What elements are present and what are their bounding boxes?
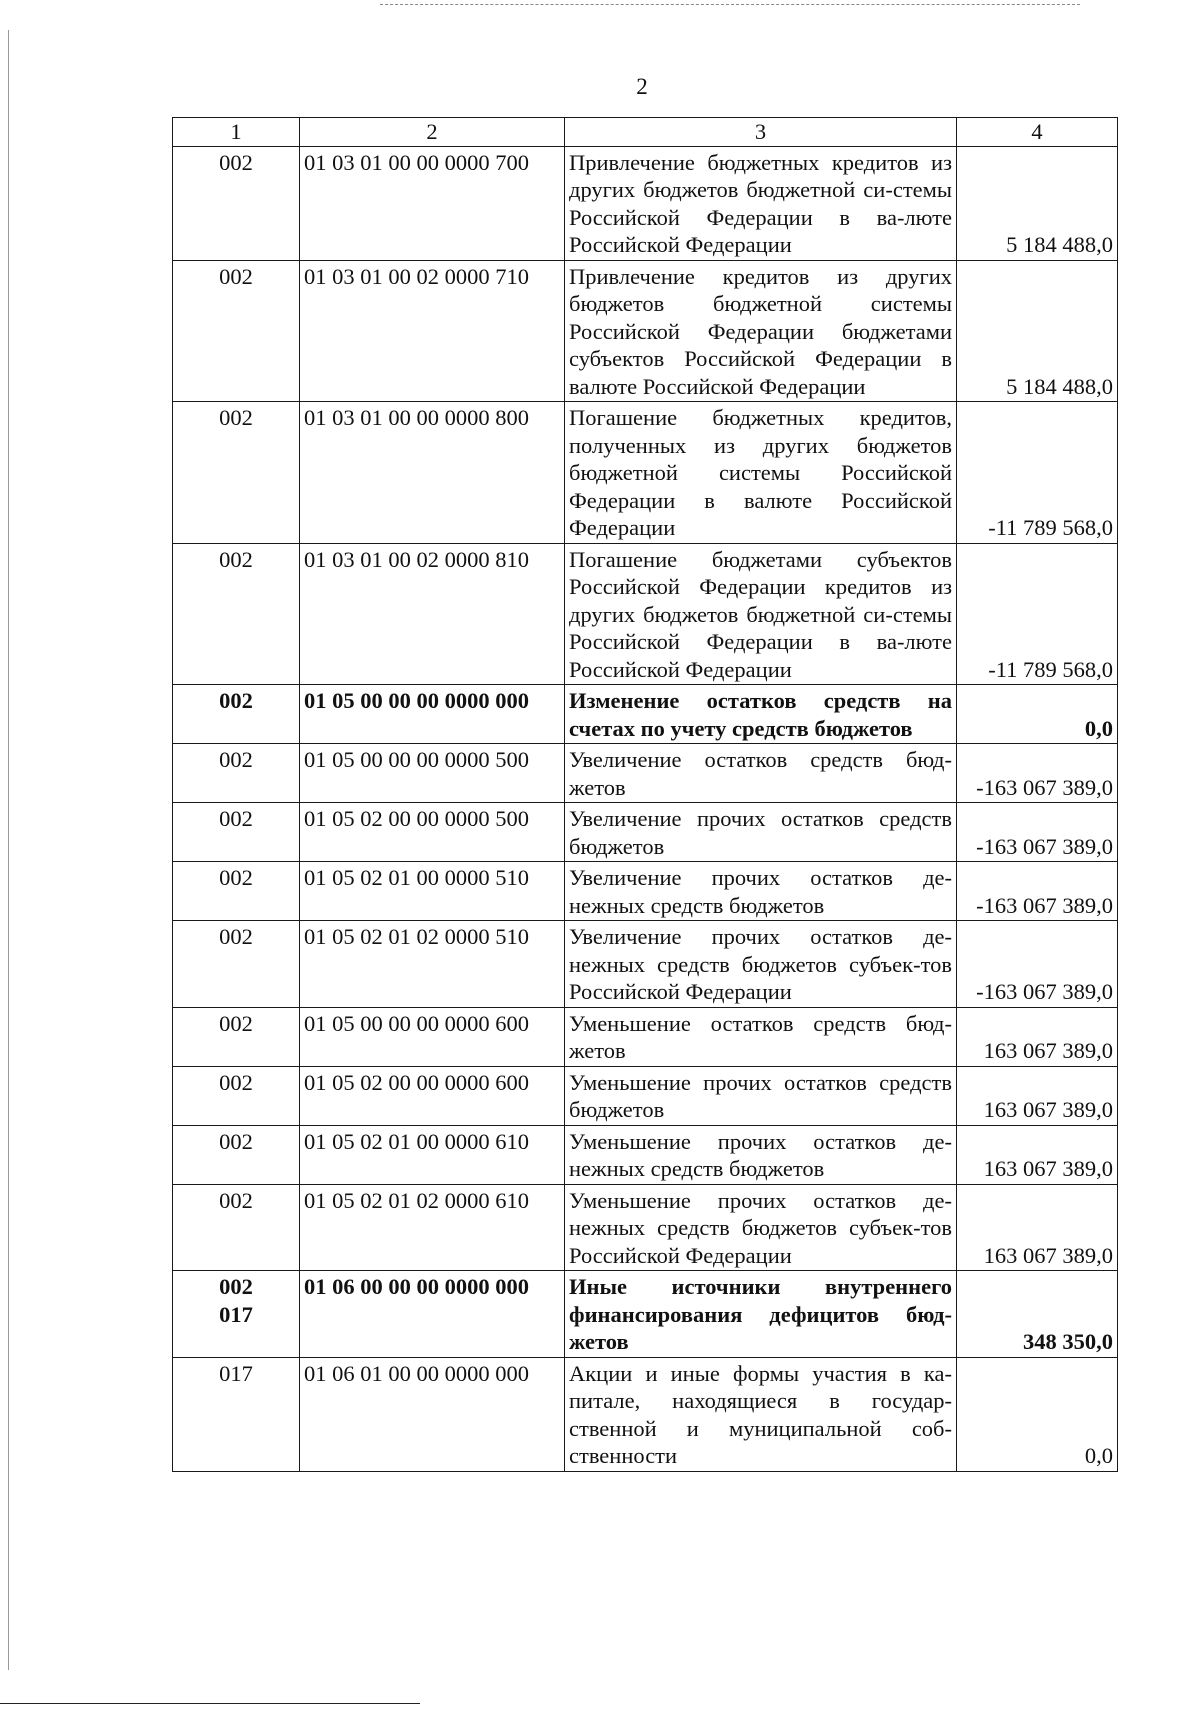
table-row [173,803,1118,862]
cell-classification-code: 01 05 02 01 02 0000 610 [300,1184,565,1271]
admin-code: 002 [219,263,253,289]
cell-admin-code [173,146,300,260]
cell-source-name: Привлечение бюджетных кредитов из других бюджетов бюджетной си-стемы Российской Федерации в ва-люте Российской Федерации [565,146,957,260]
cell-classification-code: 01 06 01 00 00 0000 000 [300,1357,565,1471]
column-header-1: 1 [173,118,300,147]
admin-code: 002 [219,747,253,772]
cell-source-name: Изменение остатков средств на счетах по учету средств бюджетов [565,685,957,744]
cell-admin-code [173,862,300,921]
cell-amount: -11 789 568,0 [957,402,1118,544]
table-body [173,118,1118,1472]
cell-admin-code [173,685,300,744]
cell-amount: -11 789 568,0 [957,543,1118,685]
cell-admin-code [173,744,300,803]
cell-classification-code: 01 05 00 00 00 0000 500 [300,744,565,803]
cell-classification-code: 01 03 01 00 00 0000 800 [300,402,565,544]
cell-amount: 348 350,0 [957,1271,1118,1358]
cell-admin-code [173,803,300,862]
column-header-4: 4 [957,118,1118,147]
cell-admin-code [173,1125,300,1184]
column-header-2: 2 [300,118,565,147]
cell-source-name: Привлечение кредитов из других бюджетов бюджетной системы Российской Федерации бюджетами субъектов Российской Федерации в валюте Российской Федерации [565,260,957,402]
cell-source-name: Погашение бюджетных кредитов, полученных из других бюджетов бюджетной системы Российской Федерации в валюте Российской Федерации [565,402,957,544]
scan-edge-top [380,4,1080,6]
cell-amount: -163 067 389,0 [957,921,1118,1008]
cell-amount: 163 067 389,0 [957,1007,1118,1066]
cell-amount: 5 184 488,0 [957,260,1118,402]
admin-code: 002 [219,1069,253,1095]
table-header-row [173,118,1118,147]
cell-source-name: Уменьшение прочих остатков средств бюджетов [565,1066,957,1125]
cell-admin-code [173,543,300,685]
table-row [173,685,1118,744]
admin-code: 002 [219,1010,253,1036]
table-row [173,1184,1118,1271]
admin-code: 017 [219,1360,253,1386]
admin-code: 002 [219,865,253,890]
page-number: 2 [636,74,648,99]
table-row [173,1125,1118,1184]
admin-code: 017 [219,1301,253,1327]
cell-amount: 163 067 389,0 [957,1125,1118,1184]
cell-source-name: Увеличение прочих остатков средств бюджетов [565,803,957,862]
cell-source-name: Увеличение остатков средств бюд-жетов [565,744,957,803]
cell-classification-code: 01 06 00 00 00 0000 000 [300,1271,565,1358]
cell-amount: -163 067 389,0 [957,803,1118,862]
table-row [173,1357,1118,1471]
cell-admin-code [173,1271,300,1358]
cell-classification-code: 01 05 00 00 00 0000 000 [300,685,565,744]
cell-amount: 5 184 488,0 [957,146,1118,260]
scan-edge-bottom [0,1703,420,1704]
cell-admin-code [173,1184,300,1271]
admin-code: 002 [219,405,253,430]
admin-code: 002 [219,688,253,713]
cell-classification-code: 01 03 01 00 00 0000 700 [300,146,565,260]
scan-edge-left [8,30,9,1670]
table-row [173,1007,1118,1066]
table-row [173,921,1118,1008]
admin-code: 002 [219,1274,253,1299]
table-row [173,146,1118,260]
cell-source-name: Уменьшение остатков средств бюд-жетов [565,1007,957,1066]
cell-source-name: Уменьшение прочих остатков де-нежных средств бюджетов [565,1125,957,1184]
cell-classification-code: 01 03 01 00 02 0000 710 [300,260,565,402]
cell-admin-code [173,260,300,402]
admin-code: 002 [219,1128,253,1154]
cell-classification-code: 01 05 02 01 02 0000 510 [300,921,565,1008]
cell-admin-code [173,402,300,544]
cell-classification-code: 01 05 02 00 00 0000 500 [300,803,565,862]
admin-code: 002 [219,1187,253,1213]
cell-classification-code: 01 05 02 01 00 0000 610 [300,1125,565,1184]
cell-amount: 163 067 389,0 [957,1184,1118,1271]
cell-source-name: Погашение бюджетами субъектов Российской Федерации кредитов из других бюджетов бюджетной си-стемы Российской Федерации в ва-люте Российской Федерации [565,543,957,685]
cell-amount: 0,0 [957,1357,1118,1471]
cell-classification-code: 01 03 01 00 02 0000 810 [300,543,565,685]
table-row [173,402,1118,544]
table-row [173,744,1118,803]
cell-source-name: Увеличение прочих остатков де-нежных средств бюджетов субъек-тов Российской Федерации [565,921,957,1008]
table-row [173,862,1118,921]
cell-source-name: Акции и иные формы участия в ка-питале, находящиеся в государ-ственной и муниципальной соб-ственности [565,1357,957,1471]
cell-source-name: Увеличение прочих остатков де-нежных средств бюджетов [565,862,957,921]
admin-code: 002 [219,924,253,949]
cell-classification-code: 01 05 02 01 00 0000 510 [300,862,565,921]
budget-sources-table [172,117,1118,1472]
cell-amount: -163 067 389,0 [957,862,1118,921]
cell-admin-code [173,1357,300,1471]
table-row [173,260,1118,402]
table-row [173,1066,1118,1125]
admin-code: 002 [219,149,253,175]
cell-amount: -163 067 389,0 [957,744,1118,803]
column-header-3: 3 [565,118,957,147]
cell-source-name: Уменьшение прочих остатков де-нежных средств бюджетов субъек-тов Российской Федерации [565,1184,957,1271]
cell-source-name: Иные источники внутреннего финансирования дефицитов бюд-жетов [565,1271,957,1358]
cell-admin-code [173,1007,300,1066]
cell-admin-code [173,1066,300,1125]
table-row [173,1271,1118,1358]
admin-code: 002 [219,546,253,572]
table-row [173,543,1118,685]
cell-admin-code [173,921,300,1008]
cell-classification-code: 01 05 00 00 00 0000 600 [300,1007,565,1066]
cell-amount: 0,0 [957,685,1118,744]
cell-classification-code: 01 05 02 00 00 0000 600 [300,1066,565,1125]
cell-amount: 163 067 389,0 [957,1066,1118,1125]
admin-code: 002 [219,806,253,831]
